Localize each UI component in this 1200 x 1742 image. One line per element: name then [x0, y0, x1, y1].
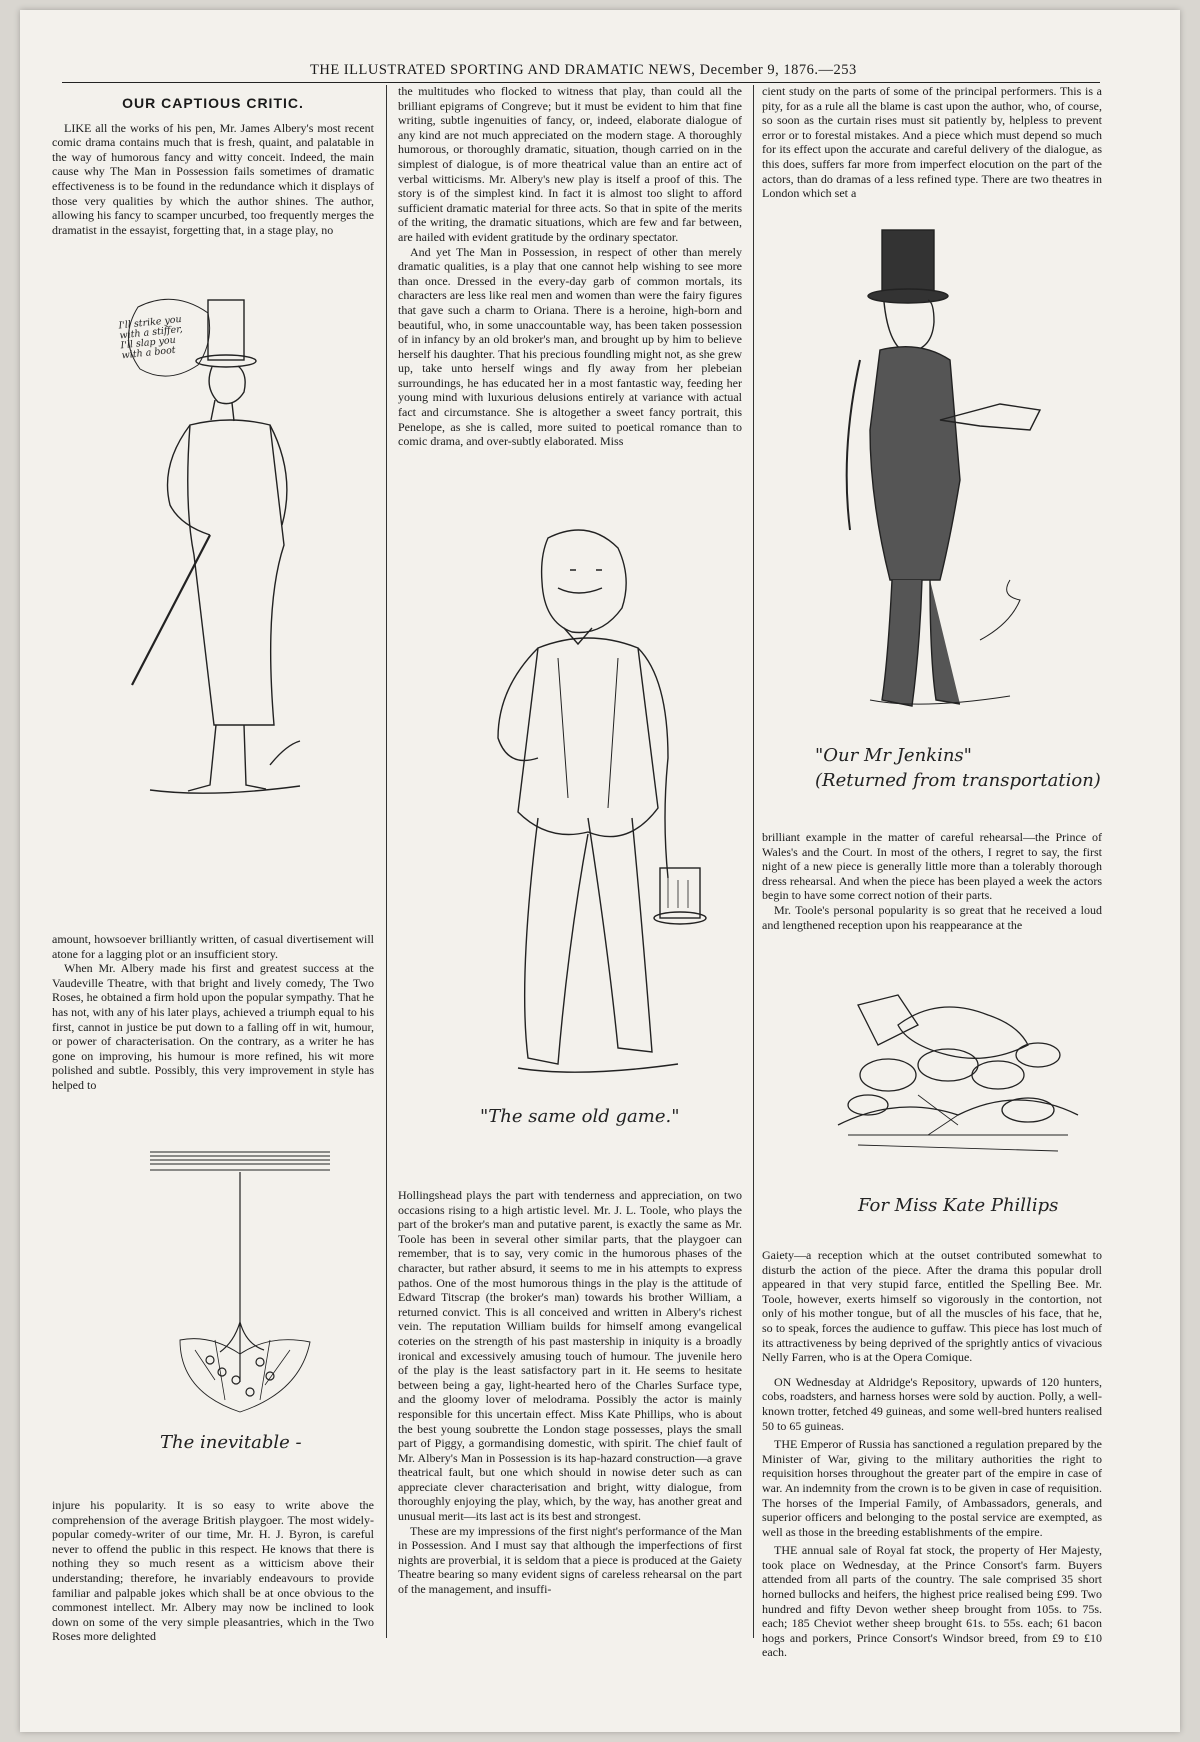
article-title: OUR CAPTIOUS CRITIC.	[122, 95, 304, 111]
paragraph: ON Wednesday at Aldridge's Repository, upwards of 120 hunters, cobs, roadsters, and harness horses were sold by auction. Polly, a well-known trotter, fetched 49 guineas, and some well-bred hunters realised 50 to 65 guineas.	[762, 1374, 1102, 1433]
paragraph: Gaiety—a reception which at the outset contributed somewhat to disturb the action of the piece. After the drama this popular droll appeared in that very stupid farce, entitled the Spelling Bee. Mr. Toole, however, exerts himself so vigorously in the contortion, not only of his mother tongue, but of all the muscles of his face, that he, so to speak, forces the audience to guffaw. This piece has lost much of its attractiveness by being deprived of the sprightly antics of vivacious Nelly Farren, who is at the Opera Comique.	[762, 1248, 1102, 1365]
paragraph: the multitudes who flocked to witness that play, than could all the brilliant epigrams of Congreve; but it must be evident to him that fine writing, subtle ingenuities of fancy, or, indeed, elaborate dialogue of any kind are not much appreciated on the modern stage. A thoroughly humorous, or thoroughly dramatic, situation, though carried on in the simplest of dialogue, is of more theatrical value than an entire act of verbal witticisms. Mr. Albery's new play is itself a proof of this. The story is of the simplest kind. In fact it is almost too slight to afford sufficient dramatic material for three acts. So that in spite of the merits of the writing, the dramatic situations, which are few and far between, are hailed with evident gratitude by the ordinary spectator.	[398, 84, 742, 244]
caption-returned-from-transportation: (Returned from transportation)	[815, 770, 1101, 791]
illustration-mr-jenkins	[820, 220, 1060, 740]
column-1-middle	[52, 932, 374, 1093]
caption-for-miss-kate-phillips: For Miss Kate Phillips	[858, 1195, 1059, 1216]
header-rule	[62, 82, 1100, 83]
column-3-top	[762, 84, 1102, 201]
column-1-bottom	[52, 1498, 374, 1644]
newspaper-page	[20, 10, 1180, 1732]
running-head: THE ILLUSTRATED SPORTING AND DRAMATIC NEWS, December 9, 1876.—253	[310, 62, 857, 78]
column-3-bottom	[762, 1248, 1102, 1660]
column-rule-2	[753, 85, 754, 1638]
paragraph: And yet The Man in Possession, in respect of other than merely dramatic qualities, is a play that one cannot help wishing to see more than once. Dressed in the every-day garb of common mortals, its characters are less like real men and women than were the fairy figures that gave such a charm to Oriana. There is a heroine, high-born and beautiful, who, in some unaccountable way, has been taken possession of in infancy by an old broker's man, and brought up by him to believe herself his daughter. That his precious foundling might not, as she grew up, take unto herself wings and fly away from her plebeian surroundings, he has educated her in a most fantastic way, feeding her young mind with luxurious delusions entirely at variance with actual fact and circumstance. She is altogether a sweet fancy portrait, this Penelope, as she is called, more suited to poetical romance than to comic drama, and over-subtly elaborated. Miss	[398, 244, 742, 449]
paragraph: injure his popularity. It is so easy to write above the comprehension of the average British playgoer. The most widely-popular comedy-writer of our time, Mr. H. J. Byron, is careful never to offend the public in this respect. He knows that there is nothing they so much resent as a witticism above their understanding; therefore, he invariably endeavours to provide familiar and palpable jokes which shall be at once obvious to the commonest intellect. Mr. Albery may now be inclined to look down on some of the very simple pleasantries, which in the Two Roses more delighted	[52, 1498, 374, 1644]
illustration-broker-man	[438, 518, 738, 1098]
paragraph: cient study on the parts of some of the principal performers. This is a pity, for as a rule all the blame is cast upon the author, who, of course, so soon as the curtain rises must sit patiently by, helpless to prevent error or to forestal mistakes. And a piece which must depend so much for its effect upon the accurate and careful delivery of the dialogue, as this does, suffers far more from imperfect elocution on the part of the actors, than do dramas of a less refined type. There are two theatres in London which set a	[762, 84, 1102, 201]
paragraph: LIKE all the works of his pen, Mr. James Albery's most recent comic drama contains much that is fresh, quaint, and palatable in the way of humorous fancy and witty conceit. Indeed, the main cause why The Man in Possession fails sometimes of dramatic effectiveness is to be found in the redundance which it displays of those very qualities by which the author shines. The author, allowing his fancy to scamper uncurbed, too frequently merges the dramatist in the essayist, forgetting that, in a stage play, no	[52, 120, 374, 237]
paragraph: THE Emperor of Russia has sanctioned a regulation prepared by the Minister of War, giving to the military authorities the right to requisition horses throughout the greater part of the empire in case of war. An indemnity from the crown is to be given in case of requisition. The horses of the Imperial Family, of Ambassadors, generals, and superior officers and belonging to the postal service are exempted, as well as those in the breeding establishments of the empire.	[762, 1437, 1102, 1539]
caption-same-old-game: "The same old game."	[480, 1106, 680, 1127]
paragraph: Mr. Toole's personal popularity is so great that he received a loud and lengthened reception upon his reappearance at the	[762, 902, 1102, 932]
paragraph: THE annual sale of Royal fat stock, the property of Her Majesty, took place on Wednesday, at the Prince Consort's farm. Buyers attended from all parts of the country. The sale comprised 35 short horned bullocks and heifers, the highest price realised being £99. Two hundred and fifty Devon wether sheep brought from 105s. to 75s. each; 185 Cheviot wether sheep brought 61s. to 55s. each; 61 bacon hogs and porkers, Prince Consort's Windsor breed, from £9 to £10 each.	[762, 1543, 1102, 1660]
caption-inevitable: The inevitable -	[160, 1432, 302, 1453]
column-2-bottom	[398, 1188, 742, 1597]
paragraph: These are my impressions of the first night's performance of the Man in Possession. And I must say that although the imperfections of first nights are proverbial, it is seldom that a piece is produced at the Gaiety Theatre bearing so many evident signs of careless rehearsal on the part of the management, and insuffi-	[398, 1523, 742, 1597]
paragraph: When Mr. Albery made his first and greatest success at the Vaudeville Theatre, with that bright and lively comedy, The Two Roses, he obtained a firm hold upon the popular sympathy. That he has not, with any of his later plays, achieved a triumph equal to his first, cannot in justice be put down to a falling off in wit, humour, or power of characterisation. On the contrary, as a writer he has gone on improving, his humour is more refined, his wit more polished and subtle. Possibly, this very improvement in style has helped to	[52, 961, 374, 1092]
column-2-top	[398, 84, 742, 449]
speech-bubble-text: I'll strike you with a stiffer, I'll slap you with a boot	[117, 313, 184, 362]
illustration-lady-with-cane	[117, 285, 330, 805]
column-3-middle	[762, 830, 1102, 932]
column-rule-1	[386, 85, 387, 1638]
illustration-food-pile	[828, 985, 1088, 1185]
illustration-mistletoe	[140, 1140, 340, 1430]
column-1-top	[52, 90, 374, 237]
paragraph: brilliant example in the matter of careful rehearsal—the Prince of Wales's and the Court. In most of the others, I regret to say, the first night of a new piece is generally little more than a tolerably thorough dress rehearsal. And when the piece has been played a week the actors begin to have some correct notion of their parts.	[762, 830, 1102, 903]
paragraph: Hollingshead plays the part with tenderness and appreciation, on two occasions rising to a high artistic level. Mr. J. L. Toole, who plays the part of the broker's man and putative parent, is exactly the same as Mr. Toole has been in several other similar parts, that the playgoer can remember, that is to say, very comic in the humorous phases of the character, but rather absurd, it seems to me in his attempts to express pathos. One of the most humorous things in the play is the attitude of Edward Titscrap (the broker's man) towards his brother William, a returned convict. This is all conceived and written in Albery's richest vein. The reputation William builds for himself among evangelical coteries on the strength of his past mastership in iniquity is a broadly ironical and excessively amusing touch of humour. The juvenile hero of the play is the least satisfactory part in it. He seems to hesitate between being a gay, light-hearted hero of the Charles Surface type, and the gloomy lover of melodrama. Possibly the actor is mainly responsible for this uncertain effect. Miss Kate Phillips, who is about the best young soubrette the London stage possesses, plays the small part of Piggy, a gormandising domestic, with spirit. The chief fault of Mr. Albery's Man in Possession is its hap-hazard construction—a grave theatrical fault, but one which should in nowise deter such as can appreciate clever characterisation and bright, witty dialogue, from thoroughly enjoying the play, which, by the way, has another great and unusual merit—its last act is its best and strongest.	[398, 1188, 742, 1524]
paragraph: amount, howsoever brilliantly written, of casual divertisement will atone for a lagging plot or an insufficient story.	[52, 932, 374, 961]
caption-mr-jenkins: "Our Mr Jenkins"	[815, 745, 972, 766]
